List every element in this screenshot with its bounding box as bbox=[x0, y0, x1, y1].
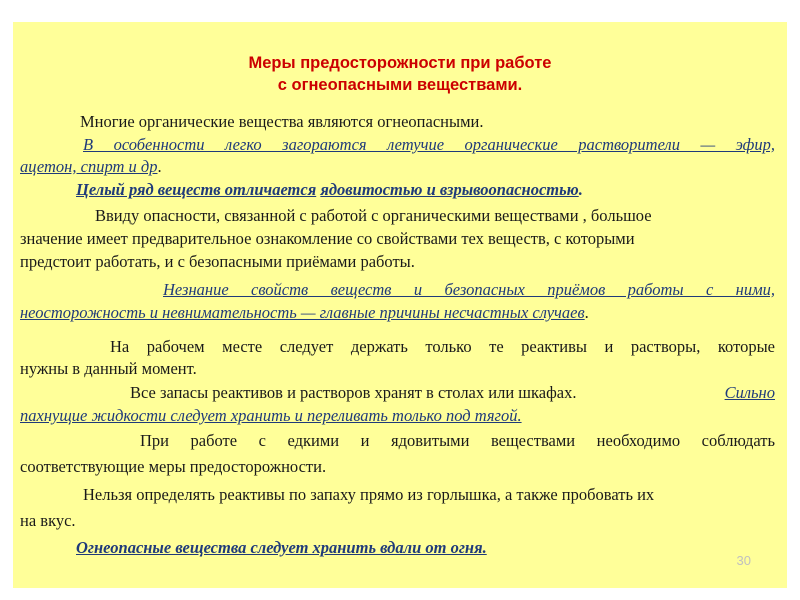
page-number: 30 bbox=[736, 553, 751, 568]
paragraph-smell-line-1: Нельзя определять реактивы по запаху прямо из горлышка, а также пробовать их bbox=[83, 485, 655, 504]
paragraph-caustic-line-1: При работе с едкими и ядовитыми веществами необходимо соблюдать bbox=[140, 431, 775, 450]
causes-text: неосторожность и невнимательность — главные причины несчастных случаев bbox=[20, 303, 585, 322]
storage-odor-text-1: Сильно bbox=[724, 383, 775, 402]
paragraph-danger-line-1: Ввиду опасности, связанной с работой с органическими веществами , большое bbox=[95, 206, 652, 225]
paragraph-danger-line-2: значение имеет предварительное ознакомление со свойствами тех веществ, с которыми bbox=[20, 229, 635, 248]
toxicity-text-1: Целый ряд веществ отличается bbox=[76, 180, 317, 199]
solvents-text: ацетон, спирт и др bbox=[20, 157, 158, 176]
paragraph-storage-line-1 bbox=[130, 382, 775, 404]
paragraph-flammable: Многие органические вещества являются огнеопасными. bbox=[80, 112, 484, 131]
paragraph-toxicity bbox=[76, 179, 583, 201]
paragraph-danger-line-3: предстоит работать, и с безопасными приёмами работы. bbox=[20, 252, 415, 271]
paragraph-storage-line-2: пахнущие жидкости следует хранить и переливать только под тягой. bbox=[20, 406, 522, 425]
paragraph-solvents-line-1: В особенности легко загораются летучие органические растворители — эфир, bbox=[83, 135, 775, 154]
storage-text: Все запасы реактивов и растворов хранят в столах или шкафах. bbox=[130, 383, 577, 402]
paragraph-causes-line-2 bbox=[20, 302, 589, 324]
solvents-period: . bbox=[157, 157, 162, 176]
paragraph-workplace-line-1: На рабочем месте следует держать только те реактивы и растворы, которые bbox=[110, 337, 775, 356]
causes-period: . bbox=[584, 303, 589, 322]
title-line-1: Меры предосторожности при работе bbox=[248, 54, 552, 72]
slide-title bbox=[13, 52, 787, 96]
toxicity-period: . bbox=[578, 180, 583, 199]
paragraph-workplace-line-2: нужны в данный момент. bbox=[20, 359, 197, 378]
paragraph-fire: Огнеопасные вещества следует хранить вдали от огня. bbox=[76, 538, 487, 557]
toxicity-text-2: ядовитостью и взрывоопасностью bbox=[320, 180, 579, 199]
paragraph-caustic-line-2: соответствующие меры предосторожности. bbox=[20, 457, 327, 476]
slide bbox=[13, 22, 787, 588]
title-line-2: с огнеопасными веществами. bbox=[277, 76, 523, 94]
paragraph-causes-line-1: Незнание свойств веществ и безопасных приёмов работы с ними, bbox=[163, 280, 775, 299]
paragraph-smell-line-2: на вкус. bbox=[20, 511, 76, 530]
paragraph-solvents-line-2 bbox=[20, 156, 162, 178]
